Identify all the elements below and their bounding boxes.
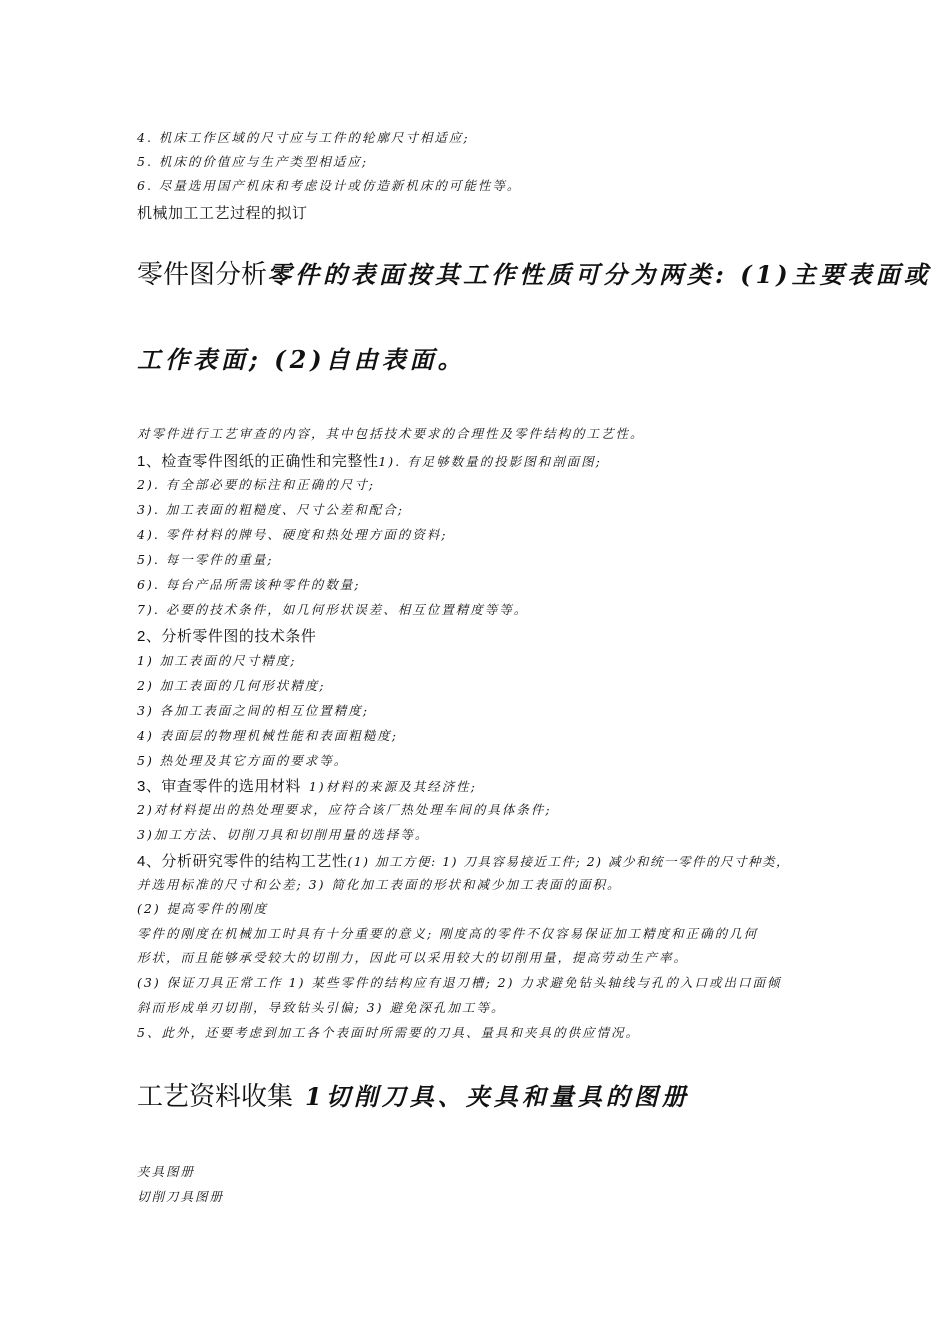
tech-item-2: 2) 加工表面的几何形状精度;	[137, 678, 326, 693]
structure-item-1-cont: 并选用标准的尺寸和公差; 3) 简化加工表面的形状和减少加工表面的面积。	[137, 877, 622, 892]
check-item-5: 5). 每一零件的重量;	[137, 552, 274, 567]
review-intro: 对零件进行工艺审查的内容，其中包括技术要求的合理性及零件结构的工艺性。	[137, 426, 645, 441]
tech-item-1: 1) 加工表面的尺寸精度;	[137, 653, 297, 668]
heading-part-analysis	[137, 254, 932, 291]
tech-item-5: 5) 热处理及其它方面的要求等。	[137, 753, 349, 768]
intro-item-5: 5. 机床的价值应与生产类型相适应;	[137, 154, 369, 169]
check-item-2: 2). 有全部必要的标注和正确的尺寸;	[137, 477, 375, 492]
extra-note: 5、此外，还要考虑到加工各个表面时所需要的刀具、量具和夹具的供应情况。	[137, 1025, 640, 1040]
material-item-3: 3)加工方法、切削刀具和切削用量的选择等。	[137, 827, 430, 842]
intro-item-6: 6. 尽量选用国产机床和考虑设计或仿造新机床的可能性等。	[137, 178, 522, 193]
heading2-label: 工艺资料收集	[137, 1081, 294, 1111]
check-label: 1、检查零件图纸的正确性和完整性	[137, 453, 379, 470]
check-item-4: 4). 零件材料的牌号、硬度和热处理方面的资料;	[137, 527, 448, 542]
check-heading	[137, 450, 602, 471]
rigidity-text-cont: 形状，而且能够承受较大的切削力，因此可以采用较大的切削用量，提高劳动生产率。	[137, 950, 689, 965]
material-item-1: 1)材料的来源及其经济性;	[308, 779, 477, 794]
heading-text: 零件的表面按其工作性质可分为两类: (1)主要表面或	[267, 260, 932, 289]
check-item-3: 3). 加工表面的粗糙度、尺寸公差和配合;	[137, 502, 404, 517]
check-item-1: 1). 有足够数量的投影图和剖面图;	[378, 454, 602, 469]
material-label: 3、审查零件的选用材料	[137, 778, 301, 795]
tech-item-4: 4) 表面层的物理机械性能和表面粗糙度;	[137, 728, 399, 743]
heading-text-cont: 工作表面; (2)自由表面。	[137, 345, 466, 374]
tool-text: (3) 保证刀具正常工作 1) 某些零件的结构应有退刀槽; 2) 力求避免钻头轴线与孔的入口或出口面倾	[137, 975, 782, 990]
rigidity-text: 零件的刚度在机械加工时具有十分重要的意义; 刚度高的零件不仅容易保证加工精度和正确的几何	[137, 926, 759, 941]
structure-heading	[137, 850, 790, 871]
check-item-7: 7). 必要的技术条件，如几何形状误差、相互位置精度等等。	[137, 602, 529, 617]
intro-item-4: 4. 机床工作区域的尺寸应与工件的轮廓尺寸相适应;	[137, 130, 470, 145]
tech-item-3: 3) 各加工表面之间的相互位置精度;	[137, 703, 370, 718]
album-cutting-tools: 切削刀具图册	[137, 1189, 225, 1204]
structure-label: 4、分析研究零件的结构工艺性	[137, 853, 348, 870]
section-title: 机械加工工艺过程的拟订	[137, 205, 308, 222]
structure-item-1: (1) 加工方便: 1) 刀具容易接近工件; 2) 减少和统一零件的尺寸种类，	[347, 854, 791, 869]
material-heading	[137, 775, 477, 796]
album-fixtures: 夹具图册	[137, 1164, 196, 1179]
heading-data-collection	[137, 1076, 690, 1113]
heading2-text: 1切削刀具、夹具和量具的图册	[305, 1082, 690, 1111]
rigidity-title: (2) 提高零件的刚度	[137, 901, 269, 916]
check-item-6: 6). 每台产品所需该种零件的数量;	[137, 577, 361, 592]
tech-heading: 2、分析零件图的技术条件	[137, 628, 317, 645]
material-item-2: 2)对材料提出的热处理要求，应符合该厂热处理车间的具体条件;	[137, 802, 552, 817]
tool-text-cont: 斜而形成单刃切削，导致钻头引偏; 3) 避免深孔加工等。	[137, 1000, 506, 1015]
heading-label: 零件图分析	[137, 259, 268, 289]
